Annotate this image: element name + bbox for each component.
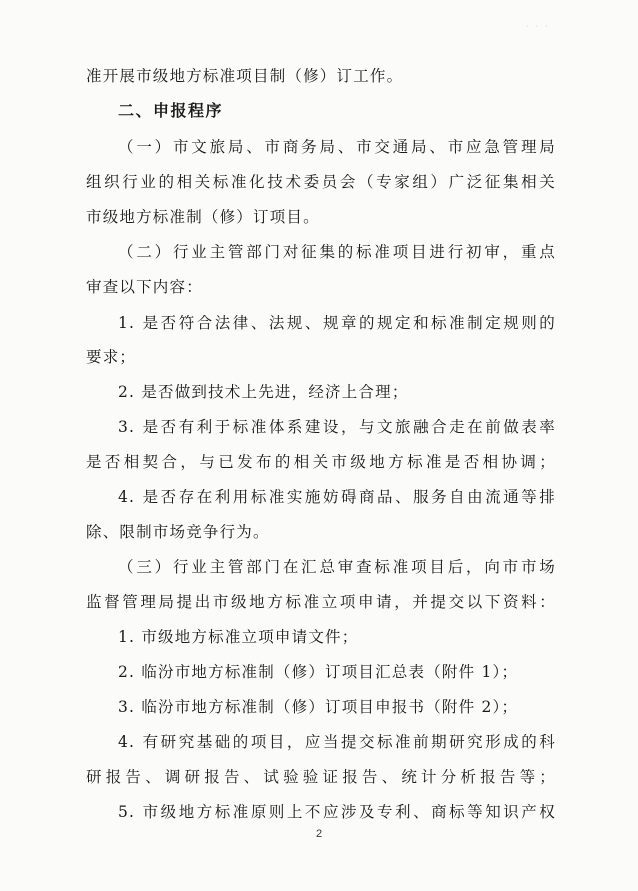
body-line: （二）行业主管部门对征集的标准项目进行初审，重点: [118, 243, 556, 261]
body-line: 要求；: [86, 348, 137, 366]
body-line: 是否相契合，与已发布的相关市级地方标准是否相协调；: [86, 453, 556, 471]
list-item: 3. 临汾市地方标准制（修）订项目申报书（附件 2）；: [118, 698, 519, 716]
body-line: 监督管理局提出市级地方标准立项申请，并提交以下资料：: [86, 593, 556, 611]
list-item: 2. 临汾市地方标准制（修）订项目汇总表（附件 1）；: [118, 663, 519, 681]
body-line: （一）市文旅局、市商务局、市交通局、市应急管理局: [118, 138, 556, 156]
body-line: 准开展市级地方标准项目制（修）订工作。: [86, 67, 404, 85]
list-item: 4. 是否存在利用标准实施妨碍商品、服务自由流通等排: [118, 488, 556, 506]
scan-artifact-icon: · · ·: [525, 22, 550, 32]
list-item: 3. 是否有利于标准体系建设，与文旅融合走在前做表率: [118, 418, 556, 436]
page-number: 2: [315, 828, 323, 840]
section-heading: 二、申报程序: [118, 101, 224, 120]
list-item: 2. 是否做到技术上先进，经济上合理；: [118, 383, 409, 401]
body-line: 组织行业的相关标准化技术委员会（专家组）广泛征集相关: [86, 173, 556, 191]
list-item: 4. 有研究基础的项目，应当提交标准前期研究形成的科: [118, 733, 556, 751]
list-item: 1. 市级地方标准立项申请文件；: [118, 628, 359, 646]
body-line: （三）行业主管部门在汇总审查标准项目后，向市市场: [118, 558, 556, 576]
body-line: 研报告、调研报告、试验验证报告、统计分析报告等；: [86, 768, 556, 786]
body-line: 除、限制市场竞争行为。: [86, 523, 270, 541]
body-line: 审查以下内容：: [86, 278, 203, 296]
list-item: 5. 市级地方标准原则上不应涉及专利、商标等知识产权: [118, 803, 556, 821]
body-line: 市级地方标准制（修）订项目。: [86, 208, 320, 226]
list-item: 1. 是否符合法律、法规、规章的规定和标准制定规则的: [118, 314, 556, 332]
